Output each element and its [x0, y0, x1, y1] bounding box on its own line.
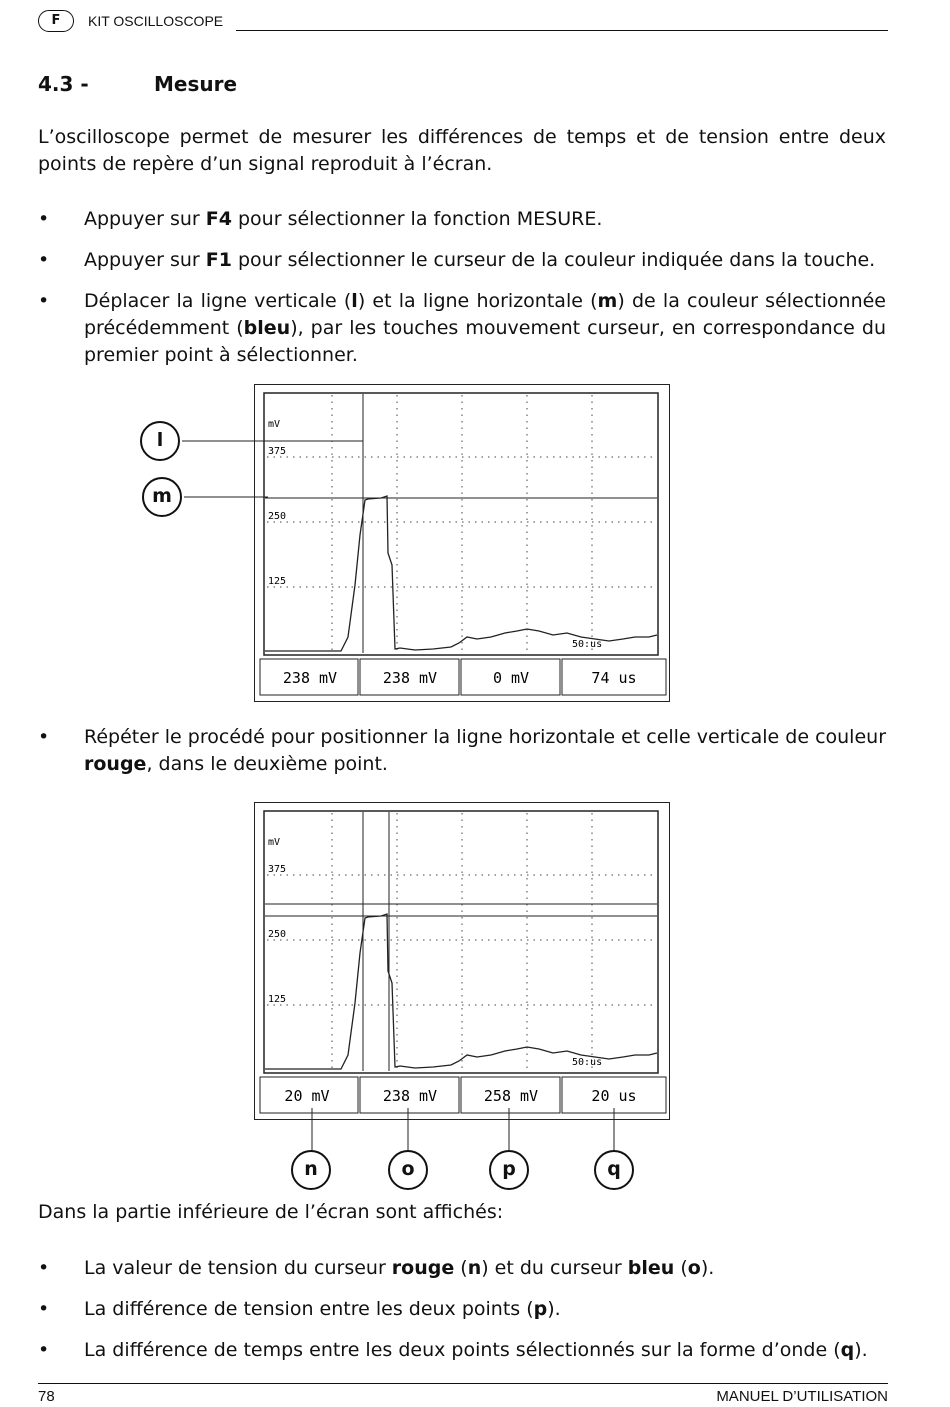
- waveform-2: [265, 914, 657, 1069]
- oscilloscope-screen-2: [254, 802, 670, 1120]
- bullet-dot: •: [38, 1339, 50, 1361]
- readout-2: 238 mV: [382, 1087, 438, 1105]
- timebase-label: 50:us: [572, 1057, 603, 1068]
- scope-2-grid: [267, 813, 657, 1071]
- header-title: KIT OSCILLOSCOPE: [88, 13, 224, 29]
- readout-3: 258 mV: [483, 1087, 539, 1105]
- bullet-dot: •: [38, 1298, 50, 1320]
- section-title: Mesure: [154, 72, 238, 96]
- readout-4: 20 us: [591, 1087, 637, 1105]
- callout-m: m: [142, 477, 182, 517]
- page-footer: [38, 1383, 888, 1405]
- lower-intro: Dans la partie inférieure de l’écran sont affichés:: [38, 1201, 504, 1223]
- bullet-dot: •: [38, 249, 50, 271]
- tick-375: 375: [268, 864, 287, 875]
- bullet-dot: •: [38, 208, 50, 230]
- tick-125: 125: [268, 994, 287, 1005]
- readout-1: 238 mV: [282, 669, 338, 687]
- callout-l: l: [140, 421, 180, 461]
- section-number: 4.3 -: [38, 72, 89, 96]
- bullet-dot: •: [38, 1257, 50, 1279]
- tick-125: 125: [268, 576, 287, 587]
- page-number: 78: [38, 1388, 55, 1405]
- intro-paragraph: L’oscilloscope permet de mesurer les différences de temps et de tension entre deux points de repère d’un signal reproduit à l’écran.: [38, 126, 886, 175]
- callout-n: n: [291, 1150, 331, 1190]
- readout-3: 0 mV: [492, 669, 530, 687]
- callout-p: p: [489, 1150, 529, 1190]
- timebase-label: 50:us: [572, 639, 603, 650]
- readout-2: 238 mV: [382, 669, 438, 687]
- tick-250: 250: [268, 511, 287, 522]
- language-badge: F: [38, 10, 74, 32]
- tick-375: 375: [268, 446, 287, 457]
- unit-label: mV: [268, 419, 281, 430]
- bullet-dot: •: [38, 290, 50, 312]
- manual-title: MANUEL D’UTILISATION: [716, 1388, 888, 1405]
- unit-label: mV: [268, 837, 281, 848]
- readout-4: 74 us: [591, 669, 637, 687]
- tick-250: 250: [268, 929, 287, 940]
- bullet-dot: •: [38, 726, 50, 748]
- callout-q: q: [594, 1150, 634, 1190]
- callout-o: o: [388, 1150, 428, 1190]
- readout-1: 20 mV: [284, 1087, 330, 1105]
- scope-2-graphic: [255, 803, 671, 1121]
